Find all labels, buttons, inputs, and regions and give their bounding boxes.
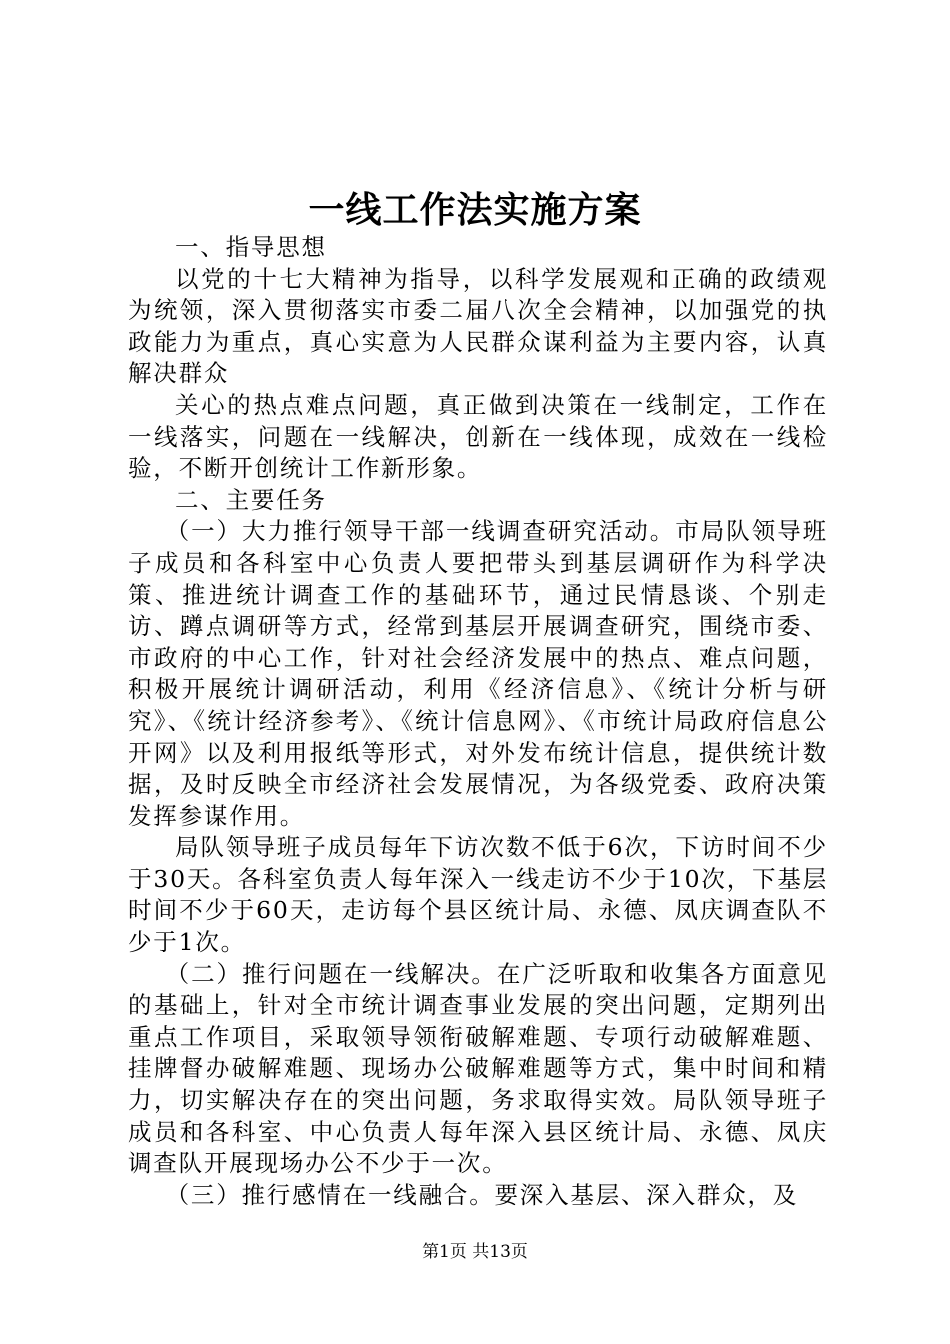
page-number-footer: 第1页 共13页 bbox=[422, 1242, 528, 1262]
section-heading-main-tasks: 二、主要任务 bbox=[175, 485, 327, 514]
paragraph: （一）大力推行领导干部一线调查研究活动。市局队领导班子成员和各科室中心负责人要把带头到基层调研作为科学决策、推进统计调查工作的基础环节，通过民情恳谈、个别走访、蹲点调研等方式，经常到基层开展调查研究，围绕市委、市政府的中心工作，针对社会经济发展中的热点、难点问题，积极开展统计调研活动，利用《经济信息》、《统计分析与研究》、《统计经济参考》、《统计信息网》、《市统计局政府信息公开网》以及利用报纸等形式，对外发布统计信息，提供统计数据，及时反映全市经济社会发展情况，为各级党委、政府决策发挥参谋作用。 bbox=[128, 517, 828, 830]
paragraph: 关心的热点难点问题，真正做到决策在一线制定，工作在一线落实，问题在一线解决，创新在一线体现，成效在一线检验，不断开创统计工作新形象。 bbox=[128, 390, 828, 483]
document-title: 一线工作法实施方案 bbox=[308, 189, 642, 231]
paragraph: （三）推行感情在一线融合。要深入基层、深入群众，及 bbox=[165, 1180, 799, 1209]
paragraph: 以党的十七大精神为指导，以科学发展观和正确的政绩观为统领，深入贯彻落实市委二届八次全会精神，以加强党的执政能力为重点，真心实意为人民群众谋利益为主要内容，认真解决群众 bbox=[128, 264, 828, 388]
paragraph: 局队领导班子成员每年下访次数不低于6次，下访时间不少于30天。各科室负责人每年深入一线走访不少于10次，下基层时间不少于60天，走访每个县区统计局、永德、凤庆调查队不少于1次。 bbox=[128, 833, 828, 957]
section-heading-guiding-ideology: 一、指导思想 bbox=[175, 233, 327, 261]
paragraph: （二）推行问题在一线解决。在广泛听取和收集各方面意见的基础上，针对全市统计调查事业发展的突出问题，定期列出重点工作项目，采取领导领衔破解难题、专项行动破解难题、挂牌督办破解难题、现场办公破解难题等方式，集中时间和精力，切实解决存在的突出问题，务求取得实效。局队领导班子成员和各科室、中心负责人每年深入县区统计局、永德、凤庆调查队开展现场办公不少于一次。 bbox=[128, 959, 828, 1178]
document-body bbox=[128, 232, 828, 1211]
